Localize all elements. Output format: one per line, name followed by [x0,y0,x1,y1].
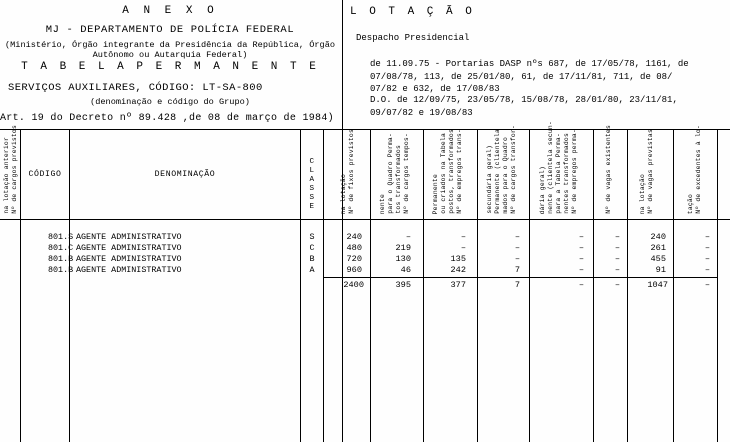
column-header-bottom-rule [0,219,730,220]
cell-vagas-previstas: 91 [655,265,666,275]
col-header-line: para o Quadro Perma- [386,133,394,214]
col-header-line: postos, transformados [447,129,455,214]
col-header-empregos-permanentes [530,121,586,218]
col-header-cargos-transformados [371,130,417,218]
table-row [0,243,730,254]
cell-cargos-transformados: – [405,232,411,242]
table-totals-row [0,280,730,291]
diario-oficial-block [370,94,725,119]
col-header-fixos-previstos [324,130,370,218]
cell-codigo: 801.B [48,265,74,275]
cell-denominacao: AGENTE ADMINISTRATIVO [76,265,182,275]
col-header-lotacao-anterior [0,125,20,218]
col-header-classe [301,130,323,218]
cell-cargos-transformados: 219 [395,243,411,253]
col-header-line: tos transformados [394,145,402,214]
header-left-block [0,0,340,128]
cell-codigo: 801.C [48,243,74,253]
col-header-line: para a Tabela Perma- [554,133,562,214]
cell-denominacao: AGENTE ADMINISTRATIVO [76,254,182,264]
cell-classe: A [309,265,315,275]
col-header-excedentes [674,125,714,218]
cell-fixos-previstos: 720 [346,254,362,264]
col-header-line: Permanente [431,173,439,214]
header-vertical-divider [342,0,343,442]
lotacao-title: L O T A Ç Ã O [350,6,475,18]
col-header-codigo-label: CÓDIGO [28,170,62,179]
col-header-line: tação [686,193,694,214]
cell-excedentes: – [704,232,710,242]
classe-letter: A [309,176,315,184]
cell-fixos-previstos: 480 [346,243,362,253]
cell-empregos-permanentes: – [578,254,584,264]
cell-empregos-transpostos: – [460,243,466,253]
table-row [0,254,730,265]
col-header-line: dária geral) [538,165,546,214]
col-header-empregos-transpostos [424,130,470,218]
classe-letter: S [309,185,315,193]
col-header-line: Nº de cargos transfor- [509,125,517,214]
col-header-codigo [21,130,69,218]
ministry-line: MJ - DEPARTAMENTO DE POLÍCIA FEDERAL [45,24,295,36]
cell-codigo: 801.S [48,232,74,242]
cell-classe: C [309,243,315,253]
col-header-line: Nº de empregos perma- [570,129,578,214]
col-header-line: Nº de vagas existentes [604,125,612,214]
total-fixos-previstos: 2400 [343,280,364,290]
cell-excedentes: – [704,265,710,275]
col-header-vagas-previstas [628,130,664,218]
col-header-line: na lotação [638,173,646,214]
col-header-line: Permanente (clientela [493,129,501,214]
total-empregos-permanentes: – [578,280,584,290]
col-header-line: secundária geral) [485,145,493,214]
cell-empregos-transpostos: 135 [450,254,466,264]
do-line-2: 09/07/82 e 19/08/83 [370,107,473,118]
cell-empregos-transpostos: 242 [450,265,466,275]
col-header-line: ou criados na Tabela [439,133,447,214]
cell-empregos-permanentes: – [578,243,584,253]
classe-letter: E [309,203,315,211]
cell-empregos-transpostos: – [460,232,466,242]
col-header-denominacao-label: DENOMINAÇÃO [154,170,216,179]
cell-excedentes: – [704,243,710,253]
cell-fixos-previstos: 240 [346,232,362,242]
classe-letter: S [309,194,315,202]
anexo-title: A N E X O [122,5,218,17]
col-header-line: Nº de cargos tempos- [402,133,410,214]
portarias-line-3: 07/82 e 632, de 17/08/83 [370,84,500,94]
grupo-note: (denominação e código do Grupo) [90,97,250,107]
cell-classe: B [309,254,315,264]
total-excedentes: – [704,280,710,290]
header-right-block [342,0,730,128]
cell-cargos-transformados-quadro: – [514,232,520,242]
cell-cargos-transformados: 130 [395,254,411,264]
cell-vagas-existentes: – [614,232,620,242]
table-row [0,232,730,243]
cell-vagas-existentes: – [614,254,620,264]
classe-letter: L [309,167,315,175]
organ-note: (Ministério, Órgão integrante da Presidência da República, Órgão Autônomo ou Autarquia Federal) [4,40,336,60]
portarias-line-2: 07/08/78, 113, de 25/01/80, 61, de 17/11/81, 711, de 08/ [370,71,673,82]
total-cargos-transformados: 395 [395,280,411,290]
portarias-line-1: de 11.09.75 - Portarias DASP nºs 687, de 17/05/78, 1161, de [370,59,689,69]
cell-cargos-transformados: 46 [400,265,411,275]
table-row [0,265,730,276]
despacho-label: Despacho Presidencial [356,33,470,43]
col-header-line: nente [378,193,386,214]
col-header-line: Nº de cargos previstos [10,125,18,214]
cell-empregos-permanentes: – [578,265,584,275]
col-header-denominacao [70,130,300,218]
do-line-1: D.O. de 12/09/75, 23/05/78, 15/08/78, 28/01/80, 23/11/81, [370,95,678,105]
classe-letter: C [309,158,315,166]
cell-cargos-transformados-quadro: – [514,254,520,264]
col-header-line: na lotação anterior [2,137,10,214]
total-vagas-existentes: – [614,280,620,290]
col-header-classe-letters [301,158,323,212]
cell-fixos-previstos: 960 [346,265,362,275]
total-empregos-transpostos: 377 [450,280,466,290]
table-header-row [0,121,730,218]
cell-codigo: 801.B [48,254,74,264]
cell-empregos-permanentes: – [578,232,584,242]
col-header-line: Nº de vagas previstas [646,129,654,214]
cell-excedentes: – [704,254,710,264]
col-header-cargos-transformados-quadro [478,125,524,218]
cell-classe: S [309,232,315,242]
cell-denominacao: AGENTE ADMINISTRATIVO [76,232,182,242]
col-header-line: nente (clientela secun- [546,121,554,214]
cell-vagas-previstas: 240 [650,232,666,242]
col-header-line: Nº de empregos trans- [455,129,463,214]
col-header-line: na lotação [339,173,347,214]
col-header-line: Nº de excedentes à lo- [694,125,702,214]
cell-vagas-previstas: 261 [650,243,666,253]
totals-separator-rule [324,277,717,278]
cell-vagas-previstas: 455 [650,254,666,264]
grupo-line: SERVIÇOS AUXILIARES, CÓDIGO: LT-SA-800 [8,82,263,94]
col-header-line: mados para o Quadro [501,137,509,214]
total-vagas-previstas: 1047 [647,280,668,290]
cell-vagas-existentes: – [614,243,620,253]
total-cargos-transformados-quadro: 7 [514,280,520,290]
tabela-permanente-title: T A B E L A P E R M A N E N T E [21,61,319,73]
cell-cargos-transformados-quadro: 7 [514,265,520,275]
cell-vagas-existentes: – [614,265,620,275]
col-header-vagas-existentes [594,125,622,218]
cell-cargos-transformados-quadro: – [514,243,520,253]
col-header-line: nentes transformados [562,133,570,214]
artigo-line: Art. 19 do Decreto nº 89.428 ,de 08 de março de 1984) [0,113,334,124]
cell-denominacao: AGENTE ADMINISTRATIVO [76,243,182,253]
col-header-line: Nº de fixos previstos [347,129,355,214]
portarias-block [370,58,725,96]
